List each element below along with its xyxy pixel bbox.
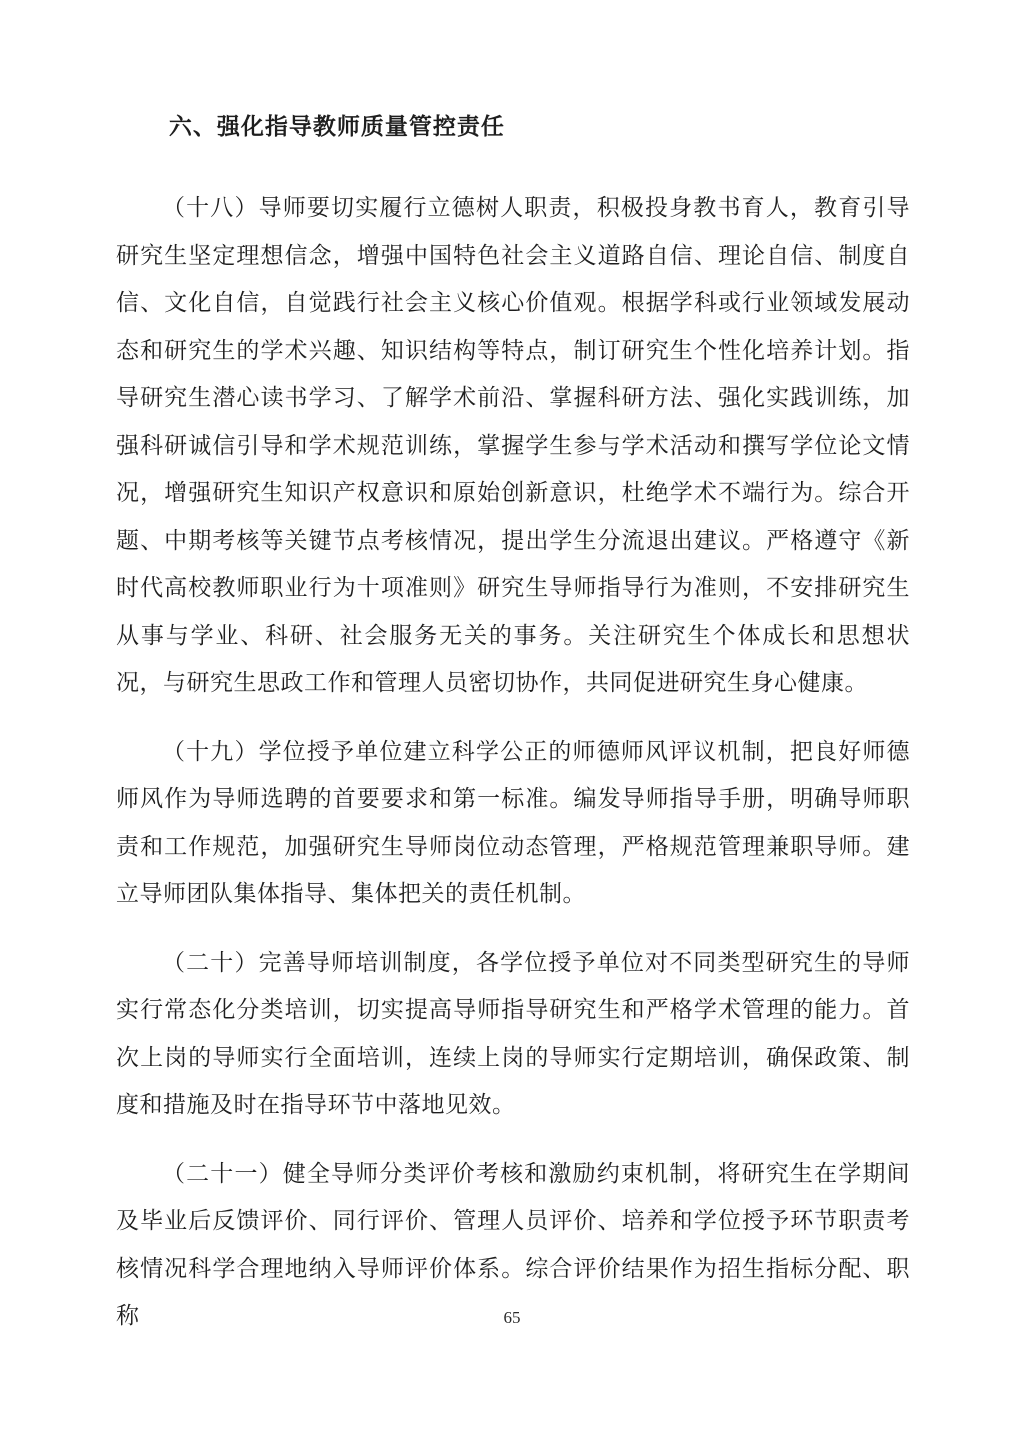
paragraph-20: （二十）完善导师培训制度，各学位授予单位对不同类型研究生的导师实行常态化分类培训，切实提高导师指导研究生和严格学术管理的能力。首次上岗的导师实行全面培训，连续上岗的导师实行定期培训，确保政策、制度和措施及时在指导环节中落地见效。	[116, 949, 910, 1117]
document-content	[116, 0, 910, 1340]
section-heading: 六、强化指导教师质量管控责任	[168, 114, 505, 139]
page-number: 65	[503, 1308, 521, 1327]
paragraph-18: （十八）导师要切实履行立德树人职责，积极投身教书育人，教育引导研究生坚定理想信念，增强中国特色社会主义道路自信、理论自信、制度自信、文化自信，自觉践行社会主义核心价值观。根据学科或行业领域发展动态和研究生的学术兴趣、知识结构等特点，制订研究生个性化培养计划。指导研究生潜心读书学习、了解学术前沿、掌握科研方法、强化实践训练，加强科研诚信引导和学术规范训练，掌握学生参与学术活动和撰写学位论文情况，增强研究生知识产权意识和原始创新意识，杜绝学术不端行为。综合开题、中期考核等关键节点考核情况，提出学生分流退出建议。严格遵守《新时代高校教师职业行为十项准则》研究生导师指导行为准则，不安排研究生从事与学业、科研、社会服务无关的事务。关注研究生个体成长和思想状况，与研究生思政工作和管理人员密切协作，共同促进研究生身心健康。	[116, 195, 910, 695]
paragraph-19: （十九）学位授予单位建立科学公正的师德师风评议机制，把良好师德师风作为导师选聘的首要要求和第一标准。编发导师指导手册，明确导师职责和工作规范，加强研究生导师岗位动态管理，严格规范管理兼职导师。建立导师团队集体指导、集体把关的责任机制。	[116, 738, 910, 906]
paragraph-21: （二十一）健全导师分类评价考核和激励约束机制，将研究生在学期间及毕业后反馈评价、同行评价、管理人员评价、培养和学位授予环节职责考核情况科学合理地纳入导师评价体系。综合评价结果作为招生指标分配、职称	[116, 1160, 910, 1328]
